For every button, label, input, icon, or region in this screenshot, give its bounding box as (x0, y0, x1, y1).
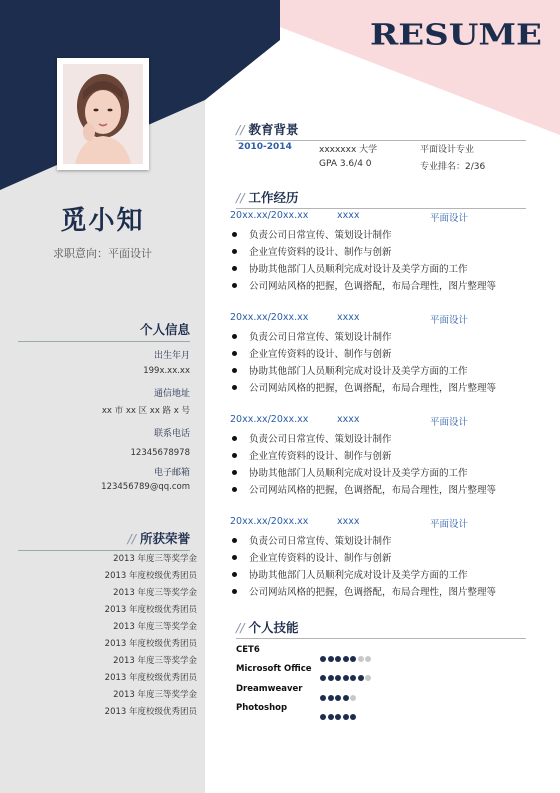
education-period: 2010-2014 (238, 142, 292, 152)
skill-dot (335, 656, 341, 662)
skill-dot (365, 656, 371, 662)
bullet-dot (232, 538, 237, 543)
awards-heading (18, 529, 190, 551)
duty-text: 公司网站风格的把握，色调搭配，布局合理性，图片整理等 (249, 587, 497, 598)
skill-rating (320, 666, 373, 674)
duty-text: 协助其他部门人员顺利完成对设计及美学方面的工作 (249, 366, 468, 377)
job-role: 平面设计 (430, 417, 469, 428)
bullet-dot (232, 453, 237, 458)
skill-rating (320, 705, 358, 713)
bullet-dot (232, 555, 237, 560)
job-period: 20xx.xx/20xx.xx (230, 312, 309, 323)
job-period: 20xx.xx/20xx.xx (230, 414, 309, 425)
duty-item (232, 550, 392, 564)
skill-dot (350, 695, 356, 701)
duty-text: 协助其他部门人员顺利完成对设计及美学方面的工作 (249, 468, 468, 479)
phone-label: 联系电话 (153, 429, 190, 439)
skill-dot (328, 675, 334, 681)
duty-text: 公司网站风格的把握，色调搭配，布局合理性，图片整理等 (249, 485, 497, 496)
job-role: 平面设计 (430, 213, 469, 224)
portrait-image (63, 64, 143, 164)
skills-heading (236, 618, 526, 639)
bullet-dot (232, 266, 237, 271)
bullet-dot (232, 436, 237, 441)
duty-text: 企业宣传资料的设计、制作与创新 (249, 349, 392, 360)
duty-item (232, 465, 468, 479)
bullet-dot (232, 334, 237, 339)
bullet-dot (232, 351, 237, 356)
job-company: xxxx (337, 210, 360, 221)
duty-text: 负责公司日常宣传、策划设计制作 (249, 230, 392, 241)
duty-item (232, 363, 468, 377)
award-item: 2013 年度校级优秀团员 (104, 707, 197, 717)
slash-ornament: // (236, 190, 245, 205)
job-role: 平面设计 (430, 519, 469, 530)
job-company: xxxx (337, 312, 360, 323)
personal-info-heading-text: 个人信息 (139, 322, 190, 337)
skill-dot (328, 695, 334, 701)
skill-dot (343, 656, 349, 662)
skill-dot (350, 656, 356, 662)
duty-item (232, 567, 468, 581)
duty-item (232, 261, 468, 275)
skills-heading-text: 个人技能 (248, 620, 299, 635)
job-intent: 求职意向：平面设计 (53, 247, 152, 260)
award-item: 2013 年度三等奖学金 (113, 622, 197, 632)
skill-rating (320, 686, 358, 694)
email-label: 电子邮箱 (153, 468, 190, 478)
education-heading-text: 教育背景 (248, 122, 299, 137)
award-item: 2013 年度三等奖学金 (113, 690, 197, 700)
birth-value: 199x.xx.xx (143, 366, 190, 376)
skill-name: Dreamweaver (236, 684, 303, 694)
bullet-dot (232, 572, 237, 577)
education-major: 平面设计专业 (420, 145, 475, 155)
skill-dot (328, 714, 334, 720)
skill-dot (320, 714, 326, 720)
address-value: xx 市 xx 区 xx 路 x 号 (101, 406, 190, 416)
duty-item (232, 584, 496, 598)
skill-dot (365, 675, 371, 681)
address-label: 通信地址 (153, 389, 190, 399)
resume-title: RESUME (370, 18, 542, 52)
duty-item (232, 227, 392, 241)
duty-text: 负责公司日常宣传、策划设计制作 (249, 434, 392, 445)
phone-value: 12345678978 (130, 448, 190, 458)
bullet-dot (232, 368, 237, 373)
job-role: 平面设计 (430, 315, 469, 326)
work-heading (236, 188, 526, 209)
award-item: 2013 年度校级优秀团员 (104, 605, 197, 615)
award-item: 2013 年度校级优秀团员 (104, 571, 197, 581)
duty-item (232, 244, 392, 258)
education-heading (236, 120, 526, 141)
skill-dot (343, 675, 349, 681)
skill-dot (343, 714, 349, 720)
duty-item (232, 482, 496, 496)
job-company: xxxx (337, 414, 360, 425)
job-company: xxxx (337, 516, 360, 527)
skill-dot (335, 695, 341, 701)
skill-dot (335, 714, 341, 720)
skill-name: Microsoft Office (236, 664, 312, 674)
award-item: 2013 年度校级优秀团员 (104, 673, 197, 683)
bullet-dot (232, 283, 237, 288)
skill-dot (320, 656, 326, 662)
bullet-dot (232, 470, 237, 475)
personal-info-heading (18, 320, 190, 342)
award-item: 2013 年度三等奖学金 (113, 656, 197, 666)
duty-text: 负责公司日常宣传、策划设计制作 (249, 536, 392, 547)
skill-rating (320, 647, 373, 655)
duty-item (232, 448, 392, 462)
skill-dot (343, 695, 349, 701)
skill-name: Photoshop (236, 703, 288, 713)
duty-item (232, 278, 496, 292)
slash-ornament: // (236, 122, 245, 137)
job-header (230, 516, 530, 530)
duty-item (232, 329, 392, 343)
duty-text: 企业宣传资料的设计、制作与创新 (249, 451, 392, 462)
job-period: 20xx.xx/20xx.xx (230, 210, 309, 221)
education-rank: 专业排名：2/36 (420, 162, 486, 172)
candidate-name: 觅小知 (60, 206, 145, 236)
duty-item (232, 533, 392, 547)
slash-ornament: // (236, 620, 245, 635)
duty-text: 公司网站风格的把握，色调搭配，布局合理性，图片整理等 (249, 281, 497, 292)
slash-ornament: // (127, 531, 136, 546)
award-item: 2013 年度三等奖学金 (113, 554, 197, 564)
skill-dot (328, 656, 334, 662)
duty-text: 企业宣传资料的设计、制作与创新 (249, 553, 392, 564)
bullet-dot (232, 249, 237, 254)
duty-text: 协助其他部门人员顺利完成对设计及美学方面的工作 (249, 570, 468, 581)
skill-dot (320, 695, 326, 701)
duty-text: 公司网站风格的把握，色调搭配，布局合理性，图片整理等 (249, 383, 497, 394)
bullet-dot (232, 487, 237, 492)
education-school: xxxxxxx 大学 (319, 145, 378, 155)
work-heading-text: 工作经历 (248, 190, 299, 205)
bullet-dot (232, 232, 237, 237)
duty-text: 负责公司日常宣传、策划设计制作 (249, 332, 392, 343)
skill-dot (350, 714, 356, 720)
job-header (230, 414, 530, 428)
skill-dot (320, 675, 326, 681)
duty-item (232, 380, 496, 394)
duty-text: 企业宣传资料的设计、制作与创新 (249, 247, 392, 258)
education-gpa: GPA 3.6/4 0 (319, 159, 372, 169)
duty-item (232, 431, 392, 445)
profile-photo (57, 58, 149, 170)
skill-dot (350, 675, 356, 681)
skill-name: CET6 (236, 645, 260, 655)
birth-label: 出生年月 (153, 351, 190, 361)
duty-text: 协助其他部门人员顺利完成对设计及美学方面的工作 (249, 264, 468, 275)
job-header (230, 312, 530, 326)
bullet-dot (232, 589, 237, 594)
bullet-dot (232, 385, 237, 390)
job-header (230, 210, 530, 224)
skill-dot (335, 675, 341, 681)
awards-heading-text: 所获荣誉 (139, 531, 190, 546)
email-value: 123456789@qq.com (101, 482, 190, 492)
duty-item (232, 346, 392, 360)
award-item: 2013 年度三等奖学金 (113, 588, 197, 598)
skill-dot (358, 656, 364, 662)
skill-dot (358, 675, 364, 681)
award-item: 2013 年度校级优秀团员 (104, 639, 197, 649)
job-period: 20xx.xx/20xx.xx (230, 516, 309, 527)
